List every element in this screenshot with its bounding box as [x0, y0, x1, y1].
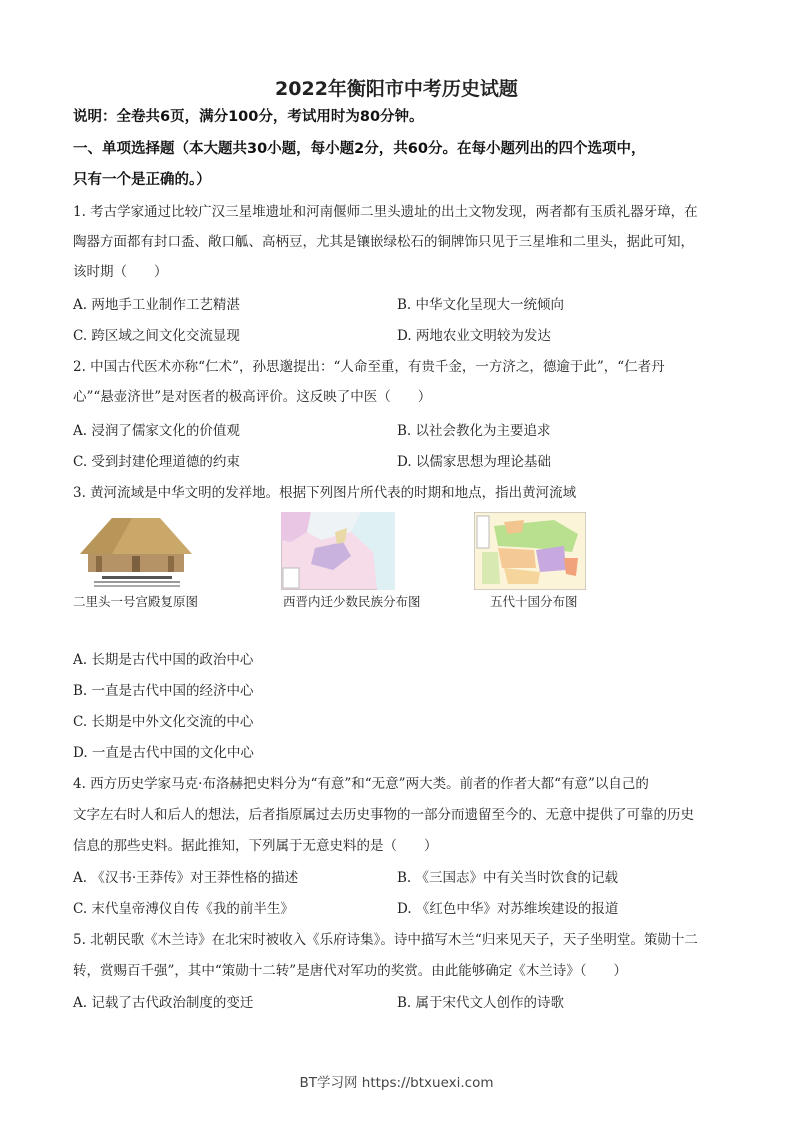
q4-option-d: D. 《红色中华》对苏维埃建设的报道 [397, 901, 619, 917]
q2-stem: 心”“悬壶济世”是对医者的极高评价。这反映了中医（ ） [73, 389, 432, 405]
page-title: 2022年衡阳市中考历史试题 [275, 78, 518, 100]
q1-stem: 1. 考古学家通过比较广汉三星堆遗址和河南偃师二里头遗址的出土文物发现，两者都有玉质礼器牙璋，在 [73, 204, 698, 220]
q5-stem: 转，赏赐百千强”，其中“策勋十二转”是唐代对军功的奖赏。由此能够确定《木兰诗》（ ） [73, 963, 627, 979]
q3-option-c: C. 长期是中外文化交流的中心 [73, 714, 254, 730]
section-heading: 一、单项选择题（本大题共30小题，每小题2分，共60分。在每小题列出的四个选项中， [73, 141, 646, 157]
figure-caption-2: 西晋内迁少数民族分布图 [283, 594, 421, 609]
q2-option-c: C. 受到封建伦理道德的约束 [73, 454, 240, 470]
figure-caption-1: 二里头一号宫殿复原图 [73, 594, 199, 609]
q1-option-d: D. 两地农业文明较为发达 [397, 328, 551, 344]
q4-stem: 4. 西方历史学家马克·布洛赫把史料分为“有意”和“无意”两大类。前者的作者大都“有意”以自己的 [73, 776, 649, 792]
q2-stem: 2. 中国古代医术亦称“仁术”，孙思邈提出：“人命至重，有贵千金，一方济之，德逾于此”，“仁者丹 [73, 359, 665, 375]
q1-stem: 该时期（ ） [73, 264, 168, 280]
q4-stem: 信息的那些史料。据此推知，下列属于无意史料的是（ ） [73, 838, 438, 854]
q1-option-c: C. 跨区域之间文化交流显现 [73, 328, 240, 344]
q3-option-a: A. 长期是古代中国的政治中心 [73, 652, 254, 668]
q3-option-b: B. 一直是古代中国的经济中心 [73, 683, 254, 699]
q5-option-a: A. 记载了古代政治制度的变迁 [73, 995, 254, 1011]
figure-caption-3: 五代十国分布图 [490, 594, 578, 609]
instructions: 说明：全卷共6页，满分100分，考试用时为80分钟。 [73, 109, 424, 125]
western-jin-map-image [281, 512, 395, 594]
footer-watermark: BT学习网 https://btxuexi.com [299, 1075, 494, 1091]
q2-option-b: B. 以社会教化为主要追求 [397, 423, 551, 439]
section-heading-cont: 只有一个是正确的。） [73, 172, 211, 188]
palace-reconstruction-image [72, 512, 198, 596]
q5-option-b: B. 属于宋代文人创作的诗歌 [397, 995, 565, 1011]
q2-option-d: D. 以儒家思想为理论基础 [397, 454, 551, 470]
q1-option-a: A. 两地手工业制作工艺精湛 [73, 297, 240, 313]
q5-stem: 5. 北朝民歌《木兰诗》在北宋时被收入《乐府诗集》。诗中描写木兰“归来见天子，天子坐明堂。策勋十二 [73, 932, 698, 948]
q1-option-b: B. 中华文化呈现大一统倾向 [397, 297, 565, 313]
q3-option-d: D. 一直是古代中国的文化中心 [73, 745, 254, 761]
q4-option-a: A. 《汉书·王莽传》对王莽性格的描述 [73, 870, 299, 886]
q3-stem: 3. 黄河流域是中华文明的发祥地。根据下列图片所代表的时期和地点，指出黄河流域 [73, 485, 577, 501]
five-dynasties-map-image [474, 512, 586, 594]
q4-stem: 文字左右时人和后人的想法，后者指原属过去历史事物的一部分而遗留至今的、无意中提供了可靠的历史 [73, 807, 694, 823]
q4-option-b: B. 《三国志》中有关当时饮食的记载 [397, 870, 619, 886]
q4-option-c: C. 末代皇帝溥仪自传《我的前半生》 [73, 901, 294, 917]
q2-option-a: A. 浸润了儒家文化的价值观 [73, 423, 240, 439]
q1-stem: 陶器方面都有封口盉、敞口觚、高柄豆，尤其是镶嵌绿松石的铜牌饰只见于三星堆和二里头，据此可知， [73, 234, 694, 250]
